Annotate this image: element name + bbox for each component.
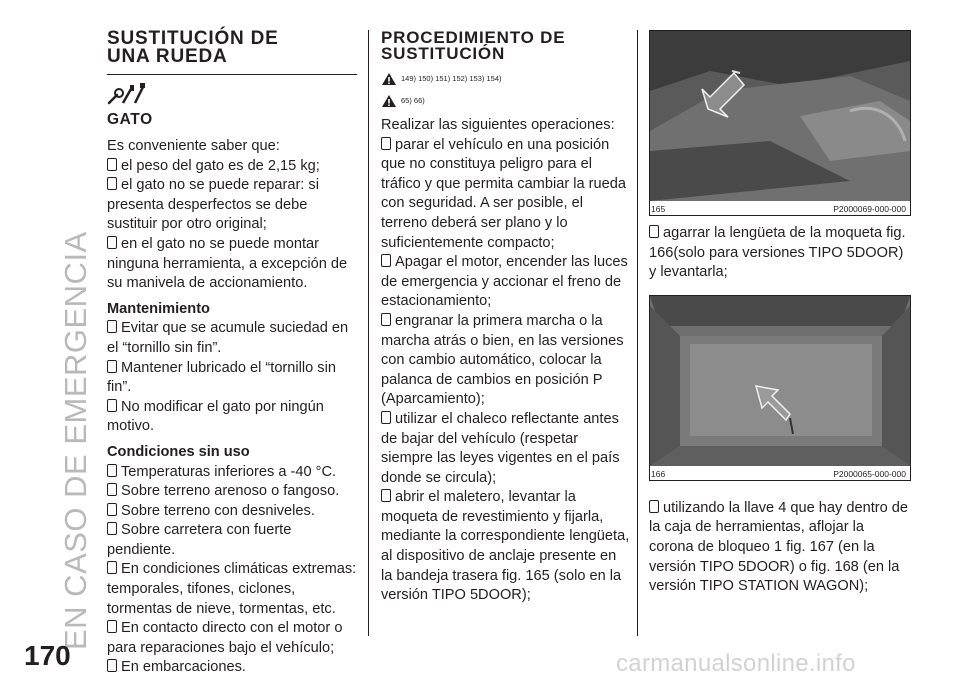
jack-heading: GATO <box>107 111 153 128</box>
bullet-box-icon <box>107 503 117 516</box>
bullet-box-icon <box>381 137 391 150</box>
bullet-box-icon <box>107 320 117 333</box>
bullet-box-icon <box>107 177 117 190</box>
column-divider <box>368 30 369 636</box>
title-line-2: SUSTITUCIÓN <box>381 44 506 63</box>
bullet-box-icon <box>381 254 391 267</box>
list-item: Sobre carretera con fuerte pendiente. <box>107 522 292 558</box>
figure-165 <box>649 30 911 216</box>
figure-caption <box>650 201 910 215</box>
bullet-box-icon <box>107 236 117 249</box>
section-title <box>107 30 357 75</box>
list-item: Evitar que se acumule suciedad en el “tornillo sin fin”. <box>107 320 349 356</box>
conditions-heading: Condiciones sin uso <box>107 443 250 460</box>
trunk-photo-166 <box>650 296 910 466</box>
figure-code: P2000069-000-000 <box>833 204 906 214</box>
section-title <box>381 30 631 62</box>
bullet-box-icon <box>107 158 117 171</box>
bullet-box-icon <box>381 313 391 326</box>
bullet-box-icon <box>107 399 117 412</box>
maintenance-heading: Mantenimiento <box>107 300 210 317</box>
list-item: Sobre terreno con desniveles. <box>107 502 357 522</box>
column-divider <box>637 30 638 636</box>
list-item: En condiciones climáticas extremas: temporales, tifones, ciclones, tormentas de nieve, tormentas, etc. <box>107 561 357 617</box>
list-item: Sobre terreno arenoso o fangoso. <box>107 482 357 502</box>
column-figures <box>649 30 911 597</box>
column-jack <box>107 30 357 678</box>
warning-triangle-icon <box>381 72 397 86</box>
list-item: utilizando la llave 4 que hay dentro de la caja de herramientas, aflojar la corona de bloqueo 1 fig. 167 (en la versión TIPO 5DOOR) o fig. 168 (en la versión TIPO STATION WAGON); <box>649 499 909 595</box>
page-number: 170 <box>24 640 71 671</box>
figure-code: P2000065-000-000 <box>833 468 906 479</box>
list-item: engranar la primera marcha o la marcha atrás o bien, en las versiones con cambio automático, colocar la palanca de cambios en posición P (Aparcamiento); <box>381 312 624 408</box>
bullet-box-icon <box>107 522 117 535</box>
list-item: el peso del gato es de 2,15 kg; <box>107 157 357 177</box>
title-line-1: PROCEDIMIENTO DE <box>381 28 566 47</box>
list-item: Mantener lubricado el “tornillo sin fin”. <box>107 359 336 396</box>
warning-refs: 149) 150) 151) 152) 153) 154) <box>381 70 631 88</box>
tools-icon <box>107 81 357 111</box>
list-item: En contacto directo con el motor o para reparaciones bajo el vehículo; <box>107 620 343 656</box>
bullet-box-icon <box>381 489 391 502</box>
list-item: en el gato no se puede montar ninguna herramienta, a excepción de su manivela de accionamiento. <box>107 235 348 292</box>
list-item: No modificar el gato por ningún motivo. <box>107 398 324 435</box>
bullet-box-icon <box>649 500 659 513</box>
figure-number: 166 <box>651 468 666 479</box>
figure-caption <box>650 466 910 480</box>
title-line-1: SUSTITUCIÓN DE <box>107 28 279 49</box>
list-item: Apagar el motor, encender las luces de emergencia y accionar el freno de estacionamiento; <box>381 254 628 310</box>
column-procedure <box>381 30 631 606</box>
bullet-box-icon <box>107 620 117 633</box>
bullet-box-icon <box>649 225 659 238</box>
title-line-2: UNA RUEDA <box>107 46 228 67</box>
bullet-box-icon <box>107 360 117 373</box>
list-item: abrir el maletero, levantar la moqueta de revestimiento y fijarla, mediante la correspondiente lengüeta, al dispositivo de anclaje presente en la bandeja trasera fig. 165 (solo en la versión TIPO 5DOOR); <box>381 489 630 604</box>
list-item: Temperaturas inferiores a -40 °C. <box>107 463 357 483</box>
intro-text: Es conveniente saber que: <box>107 138 280 154</box>
bullet-box-icon <box>107 483 117 496</box>
bullet-box-icon <box>381 411 391 424</box>
list-item: parar el vehículo en una posición que no constituya peligro para el tráfico y que permita cambiar la rueda con seguridad. A ser posible, el terreno deberá ser plano y lo suficientemente compacto; <box>381 136 626 251</box>
bullet-box-icon <box>107 561 117 574</box>
bullet-box-icon <box>107 464 117 477</box>
list-item: el gato no se puede reparar: si presenta desperfectos se debe sustituir por otro original; <box>107 177 319 233</box>
list-item: utilizar el chaleco reflectante antes de bajar del vehículo (respetar siempre las leyes vigentes en el país donde se circula); <box>381 410 620 486</box>
bullet-box-icon <box>107 659 117 672</box>
list-item: En embarcaciones. <box>107 658 357 678</box>
side-title-text: EN CASO DE EMERGENCIA <box>58 231 93 650</box>
note-refs: 65) 66) <box>381 92 631 110</box>
attention-triangle-icon <box>381 94 397 108</box>
intro-text: Realizar las siguientes operaciones: <box>381 117 615 133</box>
figure-166 <box>649 295 911 481</box>
trunk-photo-165 <box>650 31 910 201</box>
figure-number: 165 <box>651 204 666 214</box>
list-item: agarrar la lengüeta de la moqueta fig. 166(solo para versiones TIPO 5DOOR) y levantarla; <box>649 225 906 281</box>
watermark: carmanualsonline.info <box>616 650 856 677</box>
